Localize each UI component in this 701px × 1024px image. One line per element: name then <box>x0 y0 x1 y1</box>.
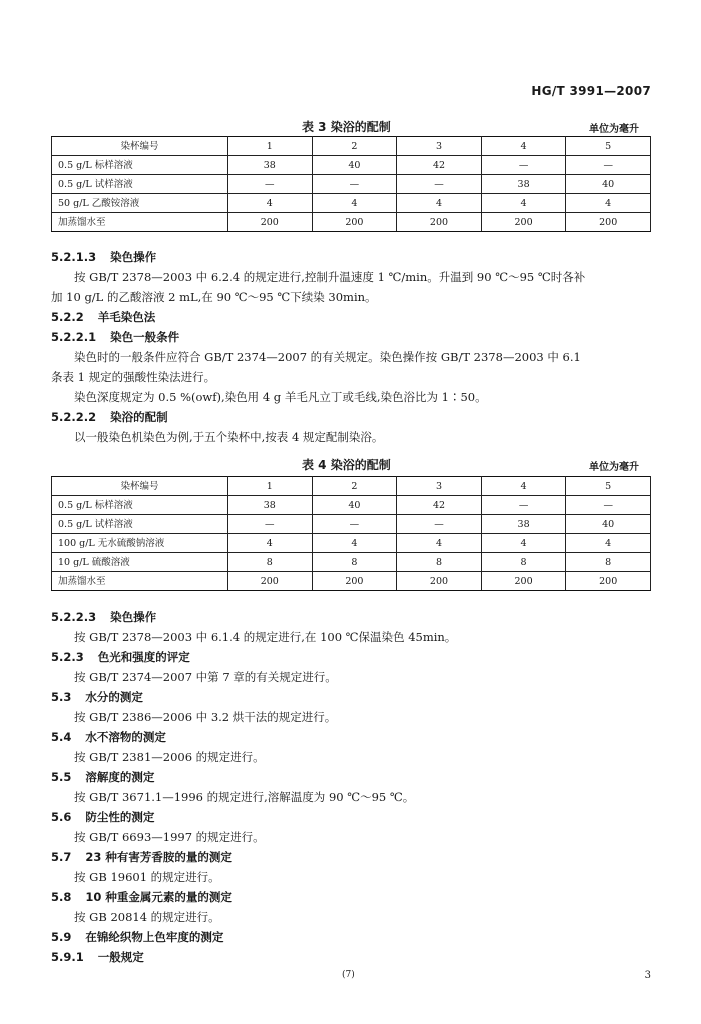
section-heading-5-4 <box>51 729 166 745</box>
section-title: 在锦纶织物上色牢度的测定 <box>85 930 224 944</box>
table-cell: 200 <box>228 213 313 232</box>
table-row <box>52 213 651 232</box>
header-cell: 1 <box>228 137 313 156</box>
page-number: 3 <box>644 970 651 981</box>
table-row <box>52 534 651 553</box>
table-cell: — <box>397 515 482 534</box>
paragraph-5-2-2-3: 按 GB/T 2378—2003 中 6.1.4 的规定进行,在 100 ℃保温染色 45min。 <box>74 630 457 644</box>
table-header-row <box>52 477 651 496</box>
section-title: 染色操作 <box>110 250 157 264</box>
table-cell: 42 <box>397 156 482 175</box>
table-cell: 4 <box>481 194 566 213</box>
table-cell: 200 <box>481 213 566 232</box>
table-cell: — <box>481 496 566 515</box>
section-heading-5-2-2-2 <box>51 409 168 425</box>
table-cell: — <box>481 156 566 175</box>
section-number: 5.9.1 <box>51 950 84 964</box>
section-heading-5-8 <box>51 889 232 905</box>
section-title: 水分的测定 <box>85 690 143 704</box>
paragraph-5-2-3: 按 GB/T 2374—2007 中第 7 章的有关规定进行。 <box>74 670 337 684</box>
row-label: 加蒸馏水至 <box>52 572 228 591</box>
table-cell: 4 <box>566 194 651 213</box>
table-row <box>52 156 651 175</box>
table4-caption: 表 4 染浴的配制 <box>302 458 391 472</box>
table-cell: — <box>228 515 313 534</box>
table-cell: 38 <box>228 496 313 515</box>
table-cell: 200 <box>481 572 566 591</box>
section-title: 染浴的配制 <box>110 410 168 424</box>
section-number: 5.7 <box>51 850 72 864</box>
paragraph-5-7: 按 GB 19601 的规定进行。 <box>74 870 220 884</box>
section-title: 溶解度的测定 <box>85 770 155 784</box>
header-cell: 5 <box>566 137 651 156</box>
section-number: 5.2.2.1 <box>51 330 97 344</box>
table-cell: 4 <box>312 534 397 553</box>
paragraph-5-4: 按 GB/T 2381—2006 的规定进行。 <box>74 750 265 764</box>
section-number: 5.3 <box>51 690 72 704</box>
row-label: 0.5 g/L 试样溶液 <box>52 515 228 534</box>
table-cell: 40 <box>566 175 651 194</box>
table-cell: 40 <box>566 515 651 534</box>
table-cell: 4 <box>228 534 313 553</box>
header-cell: 染杯编号 <box>52 477 228 496</box>
section-title: 染色操作 <box>110 610 157 624</box>
table-cell: 8 <box>397 553 482 572</box>
section-heading-5-2-1-3 <box>51 249 156 265</box>
table-cell: — <box>312 175 397 194</box>
paragraph-5-2-2-1-line3: 染色深度规定为 0.5 %(owf),染色用 4 g 羊毛凡立丁或毛线,染色浴比为 1∶50。 <box>74 390 487 404</box>
section-title: 水不溶物的测定 <box>85 730 166 744</box>
row-label: 加蒸馏水至 <box>52 213 228 232</box>
paragraph-5-2-2-1-line1: 染色时的一般条件应符合 GB/T 2374—2007 的有关规定。染色操作按 GB/T 2378—2003 中 6.1 <box>74 350 581 364</box>
table-cell: — <box>312 515 397 534</box>
header-cell: 染杯编号 <box>52 137 228 156</box>
table-cell: 200 <box>397 572 482 591</box>
table-cell: 200 <box>566 213 651 232</box>
section-number: 5.5 <box>51 770 72 784</box>
table-cell: 42 <box>397 496 482 515</box>
table-cell: 4 <box>397 194 482 213</box>
header-cell: 3 <box>397 477 482 496</box>
paragraph-5-2-2-2: 以一般染色机染色为例,于五个染杯中,按表 4 规定配制染浴。 <box>74 430 384 444</box>
table4 <box>51 476 651 591</box>
section-heading-5-9-1 <box>51 949 144 965</box>
header-cell: 2 <box>312 477 397 496</box>
table-cell: — <box>228 175 313 194</box>
section-number: 5.2.2.2 <box>51 410 97 424</box>
header-cell: 4 <box>481 137 566 156</box>
section-title: 10 种重金属元素的量的测定 <box>85 890 232 904</box>
table-row <box>52 496 651 515</box>
section-title: 23 种有害芳香胺的量的测定 <box>85 850 232 864</box>
table-row <box>52 175 651 194</box>
section-number: 5.2.1.3 <box>51 250 97 264</box>
section-title: 防尘性的测定 <box>85 810 155 824</box>
row-label: 100 g/L 无水硫酸钠溶液 <box>52 534 228 553</box>
paragraph-5-5: 按 GB/T 3671.1—1996 的规定进行,溶解温度为 90 ℃～95 ℃。 <box>74 790 415 804</box>
table-cell: 38 <box>481 515 566 534</box>
table-cell: — <box>566 156 651 175</box>
section-heading-5-2-2-1 <box>51 329 179 345</box>
table-row <box>52 553 651 572</box>
table-header-row <box>52 137 651 156</box>
table-cell: 200 <box>397 213 482 232</box>
section-number: 5.8 <box>51 890 72 904</box>
table-cell: 8 <box>481 553 566 572</box>
section-number: 5.6 <box>51 810 72 824</box>
header-cell: 4 <box>481 477 566 496</box>
section-heading-5-9 <box>51 929 223 945</box>
table-cell: 4 <box>228 194 313 213</box>
section-heading-5-3 <box>51 689 143 705</box>
table-cell: 40 <box>312 496 397 515</box>
section-title: 羊毛染色法 <box>97 310 156 324</box>
section-number: 5.2.2.3 <box>51 610 97 624</box>
section-number: 5.4 <box>51 730 72 744</box>
section-number: 5.9 <box>51 930 72 944</box>
section-heading-5-7 <box>51 849 232 865</box>
paragraph-5-6: 按 GB/T 6693—1997 的规定进行。 <box>74 830 265 844</box>
table4-unit: 单位为毫升 <box>589 462 639 473</box>
table3-caption: 表 3 染浴的配制 <box>302 120 391 134</box>
table-cell: 4 <box>481 534 566 553</box>
footer-mark: (7) <box>342 970 355 980</box>
table-cell: 40 <box>312 156 397 175</box>
table-cell: 200 <box>566 572 651 591</box>
table-cell: 4 <box>312 194 397 213</box>
table-cell: 38 <box>481 175 566 194</box>
table-cell: 200 <box>312 572 397 591</box>
paragraph-5-3: 按 GB/T 2386—2006 中 3.2 烘干法的规定进行。 <box>74 710 337 724</box>
row-label: 0.5 g/L 试样溶液 <box>52 175 228 194</box>
section-heading-5-6 <box>51 809 154 825</box>
table-cell: 4 <box>397 534 482 553</box>
header-cell: 5 <box>566 477 651 496</box>
section-heading-5-2-3 <box>51 649 190 665</box>
table-cell: 4 <box>566 534 651 553</box>
table3 <box>51 136 651 232</box>
table-row <box>52 572 651 591</box>
section-heading-5-2-2-3 <box>51 609 156 625</box>
section-number: 5.2.2 <box>51 310 84 324</box>
standard-number: HG/T 3991—2007 <box>531 84 651 98</box>
table-cell: 200 <box>228 572 313 591</box>
paragraph-5-8: 按 GB 20814 的规定进行。 <box>74 910 220 924</box>
section-title: 色光和强度的评定 <box>97 650 190 664</box>
table-cell: 8 <box>228 553 313 572</box>
table-row <box>52 515 651 534</box>
table-cell: — <box>397 175 482 194</box>
table-cell: 200 <box>312 213 397 232</box>
section-heading-5-2-2 <box>51 309 155 325</box>
row-label: 10 g/L 硫酸溶液 <box>52 553 228 572</box>
table-cell: 8 <box>566 553 651 572</box>
table-cell: 38 <box>228 156 313 175</box>
row-label: 0.5 g/L 标样溶液 <box>52 156 228 175</box>
paragraph-5-2-1-3-line2: 加 10 g/L 的乙酸溶液 2 mL,在 90 ℃～95 ℃下续染 30min。 <box>51 290 377 304</box>
section-heading-5-5 <box>51 769 154 785</box>
table3-unit: 单位为毫升 <box>589 124 639 135</box>
section-title: 一般规定 <box>97 950 144 964</box>
paragraph-5-2-2-1-line2: 条表 1 规定的强酸性染法进行。 <box>51 370 216 384</box>
row-label: 0.5 g/L 标样溶液 <box>52 496 228 515</box>
header-cell: 1 <box>228 477 313 496</box>
header-cell: 3 <box>397 137 482 156</box>
table-cell: 8 <box>312 553 397 572</box>
table-row <box>52 194 651 213</box>
section-title: 染色一般条件 <box>110 330 180 344</box>
paragraph-5-2-1-3-line1: 按 GB/T 2378—2003 中 6.2.4 的规定进行,控制升温速度 1 ℃/min。升温到 90 ℃～95 ℃时各补 <box>74 270 586 284</box>
row-label: 50 g/L 乙酸铵溶液 <box>52 194 228 213</box>
table-cell: — <box>566 496 651 515</box>
header-cell: 2 <box>312 137 397 156</box>
section-number: 5.2.3 <box>51 650 84 664</box>
